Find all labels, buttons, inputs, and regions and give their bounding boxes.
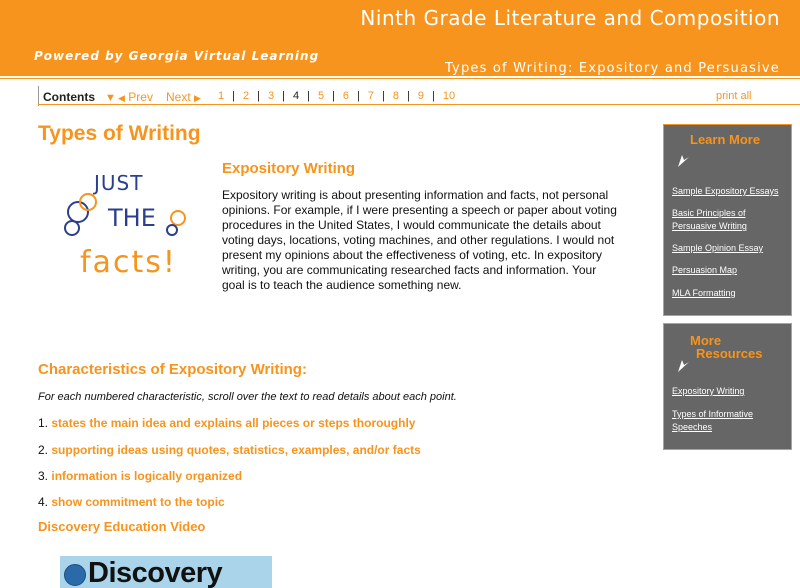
- page-separator: |: [282, 90, 285, 102]
- section-body: Expository writing is about presenting information and facts, not personal opinions. For example, if I were presenting a speech or paper about voting procedures in the United States, I would communicate the details about voting days, locations, voting machines, and other regulations. I would not present my opinions about the effectiveness of voting, etc. In expository writing, you are communicating researched facts and information. Your goal is to teach the audience something new.: [222, 188, 617, 292]
- characteristics-instructions: For each numbered characteristic, scroll over the text to read details about each point.: [38, 391, 457, 403]
- link-sample-opinion-essay[interactable]: Sample Opinion Essay: [672, 243, 764, 253]
- next-button[interactable]: [166, 90, 201, 104]
- learn-more-panel: [663, 124, 792, 316]
- next-label: Next: [166, 90, 191, 104]
- link-expository-writing[interactable]: Expository Writing: [672, 386, 745, 396]
- page-link-6[interactable]: 6: [342, 90, 350, 102]
- unit-subtitle: Types of Writing: Expository and Persuasive: [444, 61, 780, 76]
- svg-text:JUST: JUST: [94, 171, 144, 195]
- item-number: 2.: [38, 443, 49, 457]
- item-number: 1.: [38, 416, 49, 430]
- characteristic-link[interactable]: show commitment to the topic: [51, 495, 225, 509]
- section-title: Expository Writing: [222, 160, 356, 177]
- more-resources-title-line2: Resources: [696, 346, 763, 361]
- characteristics-title: Characteristics of Expository Writing:: [38, 361, 307, 378]
- page-separator: |: [382, 90, 385, 102]
- svg-text:facts!: facts!: [80, 245, 177, 280]
- item-number: 4.: [38, 495, 49, 509]
- just-the-facts-logo: [60, 168, 200, 288]
- triangle-right-icon: ▶: [194, 93, 201, 103]
- characteristic-link[interactable]: information is logically organized: [51, 469, 243, 483]
- page-separator: |: [407, 90, 410, 102]
- contents-menu[interactable]: [38, 86, 116, 106]
- link-basic-principles[interactable]: Basic Principles of Persuasive Writing: [672, 208, 747, 231]
- video-title: Discovery Education Video: [38, 519, 206, 534]
- characteristic-link[interactable]: states the main idea and explains all pieces or steps thoroughly: [51, 416, 416, 430]
- page-links: [214, 90, 459, 102]
- page-separator: |: [357, 90, 360, 102]
- page-link-8[interactable]: 8: [392, 90, 400, 102]
- discovery-wordmark: Discovery: [88, 557, 223, 588]
- cursor-arrow-icon: [676, 358, 690, 374]
- page-separator: |: [307, 90, 310, 102]
- page-link-3[interactable]: 3: [267, 90, 275, 102]
- link-sample-expository-essays[interactable]: Sample Expository Essays: [672, 186, 779, 196]
- more-resources-title-line1: More: [690, 333, 722, 348]
- triangle-left-icon: ◀: [118, 93, 125, 103]
- page-link-2[interactable]: 2: [242, 90, 250, 102]
- link-persuasion-map[interactable]: Persuasion Map: [672, 265, 738, 275]
- list-item: [38, 443, 421, 457]
- characteristic-link[interactable]: supporting ideas using quotes, statistics, examples, and/or facts: [51, 443, 421, 457]
- page-separator: |: [332, 90, 335, 102]
- nav-divider: [38, 104, 800, 105]
- page-link-1[interactable]: 1: [218, 90, 225, 102]
- globe-icon: [64, 564, 86, 586]
- link-types-of-informative-speeches[interactable]: Types of Informative Speeches: [672, 409, 754, 432]
- page-link-4-current: 4: [292, 90, 300, 102]
- more-resources-panel: [663, 323, 792, 450]
- page-link-5[interactable]: 5: [317, 90, 325, 102]
- discovery-video-banner[interactable]: [60, 556, 272, 588]
- cursor-arrow-icon: [676, 153, 690, 169]
- link-mla-formatting[interactable]: MLA Formatting: [672, 288, 736, 298]
- page-link-9[interactable]: 9: [417, 90, 424, 102]
- chevron-down-icon: ▼: [105, 92, 116, 104]
- learn-more-title: Learn More: [690, 132, 761, 147]
- site-header: [0, 0, 800, 76]
- page-separator: |: [432, 90, 435, 102]
- page-link-10[interactable]: 10: [442, 90, 456, 102]
- logo-graphic: [60, 168, 200, 288]
- powered-by-text: Powered by Georgia Virtual Learning: [34, 49, 320, 63]
- page-separator: |: [232, 90, 235, 102]
- page-title: Types of Writing: [38, 122, 201, 145]
- course-title: Ninth Grade Literature and Composition: [360, 6, 780, 30]
- item-number: 3.: [38, 469, 49, 483]
- header-divider-accent: [0, 78, 800, 79]
- print-all-link[interactable]: print all: [716, 90, 752, 102]
- page-separator: |: [257, 90, 260, 102]
- svg-text:THE: THE: [108, 204, 156, 232]
- page-link-7[interactable]: 7: [367, 90, 375, 102]
- prev-button[interactable]: [118, 90, 153, 104]
- prev-label: Prev: [128, 90, 153, 104]
- list-item: [38, 416, 415, 430]
- list-item: [38, 495, 225, 509]
- list-item: [38, 469, 242, 483]
- contents-label: Contents: [43, 90, 95, 104]
